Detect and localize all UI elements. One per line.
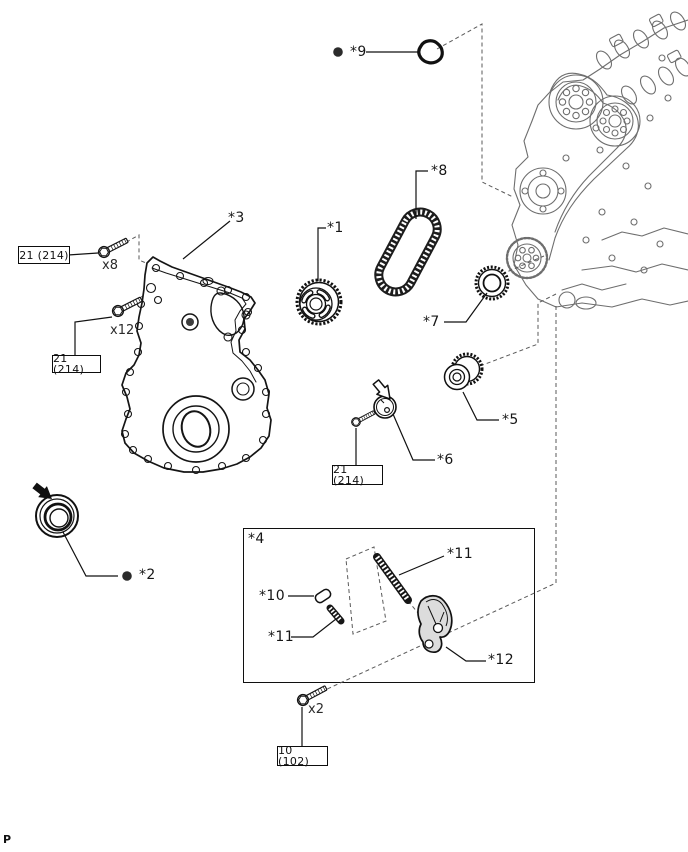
bolt-count-x8: x8: [102, 258, 118, 273]
part-label-6: *6: [437, 452, 454, 468]
part-label-11b: *11: [268, 629, 295, 645]
timing-chain-art: [373, 206, 443, 298]
engine-block-art: [507, 9, 688, 309]
tensioner-arm-art-12: [418, 596, 452, 652]
crankshaft-timing-gear-art: [297, 280, 341, 324]
bolt-art-center: [350, 408, 376, 427]
bullet-icon-9: [333, 47, 343, 57]
torque-spec-box-4: 10 (102): [277, 746, 328, 766]
torque-spec-box-3: 21 (214): [332, 465, 383, 485]
part-label-3: *3: [228, 210, 245, 226]
part-label-5: *5: [502, 412, 519, 428]
part-label-9: *9: [350, 44, 367, 60]
part-label-2: *2: [139, 567, 156, 583]
part-label-1: *1: [327, 220, 344, 236]
timing-chain-cover-art: [122, 257, 272, 474]
oil-seal-art-2: [36, 495, 78, 537]
bolt-count-x12: x12: [110, 323, 135, 338]
torque-spec-box-1: 21 (214): [18, 246, 70, 264]
part-label-12: *12: [488, 652, 515, 668]
bullet-icon-2: [122, 571, 132, 581]
outline-arrow-icon: [373, 380, 390, 399]
part-label-7: *7: [423, 314, 440, 330]
tensioner-pin-art-10: [314, 588, 332, 604]
part-label-4: *4: [248, 531, 265, 547]
torque-spec-box-2: 21 (214): [52, 355, 101, 373]
part-label-11a: *11: [447, 546, 474, 562]
page-letter: P: [3, 833, 12, 846]
gear-art-5: [445, 354, 483, 390]
part-label-8: *8: [431, 163, 448, 179]
oring-art-9: [419, 41, 443, 63]
part-label-10: *10: [259, 588, 286, 604]
install-direction-arrow-icon: [32, 483, 52, 499]
sprocket-art-7: [476, 267, 508, 299]
bolt-art-x8: [97, 235, 130, 259]
bolt-count-x2: x2: [308, 702, 324, 717]
